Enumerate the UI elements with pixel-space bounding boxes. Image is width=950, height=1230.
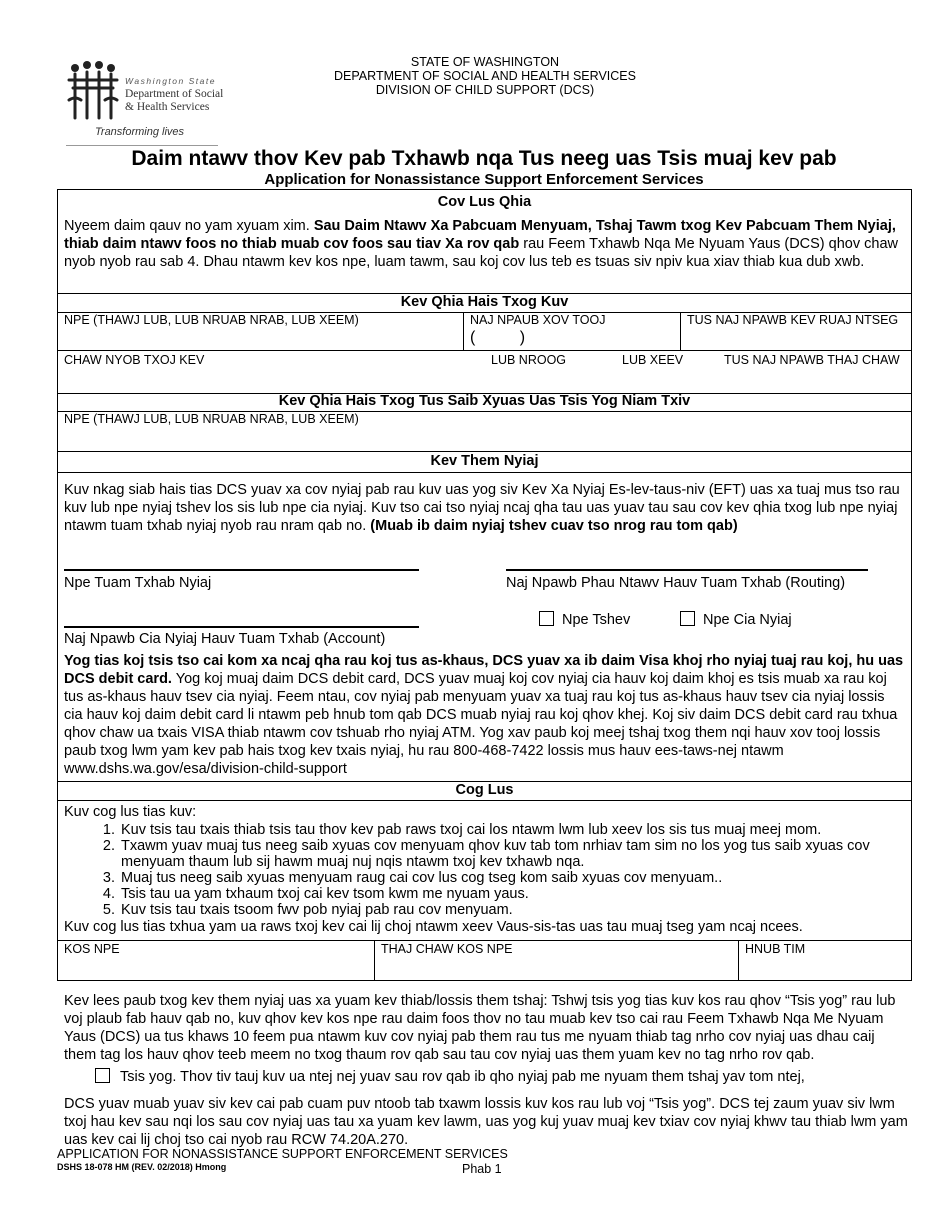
applicant-city-label: LUB NROOG xyxy=(491,353,567,367)
divider xyxy=(57,940,912,941)
instructions-text xyxy=(64,217,904,271)
form-subtitle: Application for Nonassistance Support Enforcement Services xyxy=(264,171,704,188)
agreement-item: 2. Txawm yuav muaj tus neeg saib xyuas cov menyuam qhov kuv tab tom nrhiav tam sim no los yog tus saib xyuas cov menyuam thaum lub sij hawm muaj nuj nqis ntawm txoj kev txhawb nqa. xyxy=(119,838,904,870)
debit-card-notice-text: Yog koj muaj daim DCS debit card, DCS yuav muaj koj cov nyiaj cia hauv koj daim khoj es tsis muab xa rau koj tus as-khaus hauv tsev cia nyiaj. Feem ntau, cov nyiaj pab menyuam yuav xa tuaj rau koj tus as-khaus hauv tsev cia nyiaj lossis cia hauv koj daim debit card li ntawm peb hnub tom qab DCS muab nyiaj rau koj qhov khej. Koj siv daim DCS debit card rau txhua qhov chaw ua txais VISA thiab ntawm cov tshuab rho nyiaj ATM. Yog xav paub koj meej tshaj txog them nqi hauv xov tooj lossis paub txog lwm yam kev pab hais txog kev txais nyiaj, hu rau 800-468-7422 lossis mus hauv ees-taws-nej ntawm www.dshs.wa.gov/esa/division-child-support xyxy=(64,671,898,777)
logo-dept-line-1: Department of Social xyxy=(125,88,224,100)
payment-heading: Kev Them Nyiaj xyxy=(430,453,539,469)
agreement-list xyxy=(64,822,904,918)
logo-tagline: Transforming lives xyxy=(95,126,185,138)
divider xyxy=(680,312,681,350)
instructions-heading: Cov Lus Qhia xyxy=(437,194,532,210)
opt-out-checkbox[interactable] xyxy=(95,1068,110,1083)
signature-label: KOS NPE xyxy=(64,942,120,956)
division-name: DIVISION OF CHILD SUPPORT (DCS) xyxy=(375,83,595,97)
agreement-item: 4. Tsis tau ua yam txhaum txoj cai kev tsom kwm me nyuam yaus. xyxy=(119,886,904,902)
checking-option[interactable] xyxy=(539,611,630,629)
ncp-name-label: NPE (THAWJ LUB, LUB NRUAB NRAB, LUB XEEM) xyxy=(64,412,359,426)
consent-followup-text: DCS yuav muab yuav siv kev cai pab cuam puv ntoob tab txawm lossis kuv kos rau lub voj “Tsis yog”. DCS tej zaum yuav siv lwm txoj hau kev sau nqi los sau cov nyiaj uas tau xa yuam kev lawm, uas yog kuj yuav muaj kev txiav cov nyiaj khwv tau thiab lwm yam uas kev cai lij choj tso cai nyob rau RCW 74.20A.270. xyxy=(64,1096,908,1148)
payment-intro-text: Kuv nkag siab hais tias DCS yuav xa cov nyiaj pab rau kuv uas yog siv Kev Xa Nyiaj Es-lev-taus-niv (EFT) uas xa tuaj mus tso rau kuv lub npe nyiaj tshev los sis lub npe cia nyiaj. Kuv tso cai tso nyiaj ncaj qha tau uas yuav tau sau cov kev qhia txog lub npe nyiaj ntawm tuam txhab nyiaj nyob rau nram qab no. xyxy=(64,482,900,534)
payment-intro-bold: (Muab ib daim nyiaj tshev cuav tso nrog rau tom qab) xyxy=(370,518,738,534)
debit-card-notice-bold: Yog tias koj tsis tso cai kom xa ncaj qha rau koj tus as-khaus, DCS yuav xa ib daim Visa khoj rho nyiaj tuaj rau koj, hu uas DCS debit card. xyxy=(64,653,904,687)
agreement-intro: Kuv cog lus tias kuv: xyxy=(64,804,197,820)
divider xyxy=(57,800,912,801)
bank-name-label: Npe Tuam Txhab Nyiaj xyxy=(64,575,212,591)
savings-label: Npe Cia Nyiaj xyxy=(703,612,792,628)
agreement-item: 5. Kuv tsis tau txais tsoom fwv pob nyiaj pab rau cov menyuam. xyxy=(119,902,904,918)
divider xyxy=(374,940,375,981)
state-name: STATE OF WASHINGTON xyxy=(410,55,560,69)
logo-divider xyxy=(66,145,218,146)
divider xyxy=(463,312,464,350)
applicant-state-label: LUB XEEV xyxy=(622,353,684,367)
divider xyxy=(738,940,739,981)
checking-checkbox[interactable] xyxy=(539,611,554,626)
savings-checkbox[interactable] xyxy=(680,611,695,626)
applicant-address-label: CHAW NYOB TXOJ KEV xyxy=(64,353,205,367)
divider xyxy=(57,472,912,473)
applicant-name-label: NPE (THAWJ LUB, LUB NRUAB NRAB, LUB XEEM) xyxy=(64,313,359,327)
logo-dept-line-2: & Health Services xyxy=(125,101,210,113)
signature-location-label: THAJ CHAW KOS NPE xyxy=(381,942,513,956)
instructions-text-2: rau Feem Txhawb Nqa Me Nyuam Yaus (DCS) qhov chaw nyob nyob rau sab 4. Dhau ntawm kev kos npe, luam tawm, sau koj cov lus teb es tsuas siv npiv kua xiav thiab kua dub xwb. xyxy=(64,236,898,270)
savings-option[interactable] xyxy=(680,611,792,629)
routing-number-line[interactable] xyxy=(506,569,868,571)
bank-name-line[interactable] xyxy=(64,569,419,571)
agreement-closing: Kuv cog lus tias txhua yam ua raws txoj kev cai lij choj ntawm xeev Vaus-sis-tas uas tau muaj tseg yam ncaj ncees. xyxy=(64,919,803,935)
opt-out-label: Tsis yog. Thov tiv tauj kuv ua ntej nej yuav sau rov qab ib qho nyiaj pab me nyuam them tshaj yav tom ntej, xyxy=(120,1069,805,1085)
logo-state-text: Washington State xyxy=(125,76,216,86)
agreement-heading: Cog Lus xyxy=(455,782,514,798)
applicant-phone-field[interactable]: ( ) xyxy=(470,329,526,346)
applicant-zip-label: TUS NAJ NPAWB THAJ CHAW xyxy=(724,353,900,367)
account-number-line[interactable] xyxy=(64,626,419,628)
applicant-phone-label: NAJ NPAUB XOV TOOJ xyxy=(470,313,606,327)
overpayment-consent-text: Kev lees paub txog kev them nyiaj uas xa yuam kev thiab/lossis them tshaj: Tshwj tsis yog tias kuv kos rau qhov “Tsis yog” rau lub voj plaub fab hauv qab no, kuv qhov kev kos npe rau daim foos thov no tau muab kev tso cai rau Feem Txhawb Nqa Me Nyuam Yaus (DCS) ua tus khaws 10 feem pua ntawm kuv cov nyiaj pab them rau tus me nyuam thiab tag nrho cov nyiaj uas dhau caij them tag los hauv qhov teeb meem no txog thaum rov qab sau tau cov nyiaj uas them yuam kev no tag nrho rov qab. xyxy=(64,993,896,1063)
debit-card-notice xyxy=(64,652,904,778)
checking-label: Npe Tshev xyxy=(562,612,631,628)
agency-header xyxy=(250,55,720,97)
instructions-text-bold: Sau Daim Ntawv Xa Pabcuam Menyuam, Tshaj Tawm txog Kev Pabcuam Them Nyiaj, thiab daim ntawv foos no thiab muab cov foos sau tiav Xa rov qab xyxy=(64,218,896,252)
footer-form-number: DSHS 18-078 HM (REV. 02/2018) Hmong xyxy=(57,1162,227,1172)
account-number-label: Naj Npawb Cia Nyiaj Hauv Tuam Txhab (Account) xyxy=(64,631,386,647)
agreement-item: 3. Muaj tus neeg saib xyuas menyuam raug cai cov lus cog tseg kom saib xyuas cov menyuam.. xyxy=(119,870,904,886)
applicant-ssn-label: TUS NAJ NPAWB KEV RUAJ NTSEG xyxy=(687,313,899,327)
dshs-emblem-icon xyxy=(65,60,121,122)
divider xyxy=(57,350,912,351)
opt-out-option[interactable] xyxy=(95,1068,915,1086)
payment-intro xyxy=(64,481,904,535)
agreement-item: 1. Kuv tsis tau txais thiab tsis tau thov kev pab raws txoj cai los ntawm lwm lub xeev los sis tus muaj meej mom. xyxy=(119,822,904,838)
instructions-text-1: Nyeem daim qauv no yam xyuam xim. xyxy=(64,218,314,234)
form-title: Daim ntawv thov Kev pab Txhawb nqa Tus neeg uas Tsis muaj kev pab xyxy=(131,147,837,170)
dshs-logo xyxy=(65,60,225,148)
footer-form-title: APPLICATION FOR NONASSISTANCE SUPPORT ENFORCEMENT SERVICES xyxy=(57,1147,508,1161)
routing-number-label: Naj Npawb Phau Ntawv Hauv Tuam Txhab (Routing) xyxy=(506,575,846,591)
logo-dept-text xyxy=(125,88,223,114)
page-number: Phab 1 xyxy=(462,1162,502,1176)
department-name: DEPARTMENT OF SOCIAL AND HEALTH SERVICES xyxy=(334,69,636,83)
ncp-heading: Kev Qhia Hais Txog Tus Saib Xyuas Uas Tsis Yog Niam Txiv xyxy=(278,393,691,409)
applicant-heading: Kev Qhia Hais Txog Kuv xyxy=(400,294,569,310)
divider xyxy=(57,451,912,452)
signature-date-label: HNUB TIM xyxy=(745,942,806,956)
